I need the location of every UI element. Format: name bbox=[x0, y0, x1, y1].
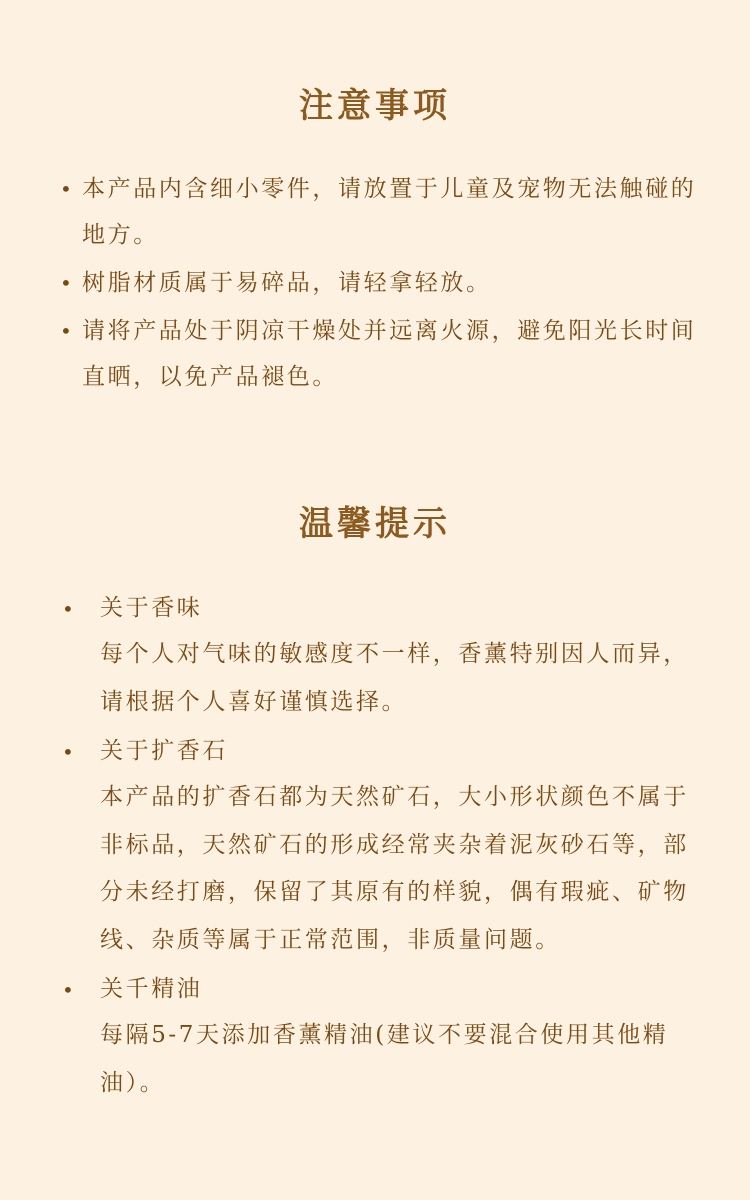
bullet: • bbox=[62, 740, 74, 764]
list-item bbox=[60, 260, 700, 306]
notice-text: 请将产品处于阴凉干燥处并远离火源，避免阳光长时间直晒，以免产品褪色。 bbox=[82, 318, 697, 390]
notice-text: 树脂材质属于易碎品，请轻拿轻放。 bbox=[82, 270, 492, 296]
tip-body: 每隔5-7天添加香薰精油(建议不要混合使用其他精油）。 bbox=[100, 1022, 669, 1096]
tip-heading: 关于香味 bbox=[100, 595, 203, 621]
section-title-tips: 温馨提示 bbox=[299, 504, 451, 544]
bullet: • bbox=[62, 978, 74, 1002]
tip-heading: 关千精油 bbox=[100, 976, 203, 1002]
section-title-notices: 注意事项 bbox=[299, 86, 451, 126]
bullet: • bbox=[60, 319, 75, 343]
bullet: • bbox=[60, 177, 75, 201]
list-item bbox=[60, 585, 700, 726]
list-item bbox=[60, 728, 700, 964]
list-item bbox=[60, 966, 700, 1107]
tip-heading: 关于扩香石 bbox=[100, 738, 228, 764]
list-item bbox=[60, 166, 700, 258]
notices-list bbox=[60, 166, 700, 402]
tip-body: 每个人对气味的敏感度不一样，香薰特别因人而异，请根据个人喜好谨慎选择。 bbox=[100, 641, 689, 715]
notice-text: 本产品内含细小零件，请放置于儿童及宠物无法触碰的地方。 bbox=[82, 176, 697, 248]
tip-body: 本产品的扩香石都为天然矿石，大小形状颜色不属于非标品，天然矿石的形成经常夹杂着泥灰砂石等，部分未经打磨，保留了其原有的样貌，偶有瑕疵、矿物线、杂质等属于正常范围，非质量问题。 bbox=[100, 784, 689, 953]
bullet: • bbox=[60, 271, 75, 295]
bullet: • bbox=[62, 597, 74, 621]
tips-list bbox=[60, 585, 700, 1109]
list-item bbox=[60, 308, 700, 400]
